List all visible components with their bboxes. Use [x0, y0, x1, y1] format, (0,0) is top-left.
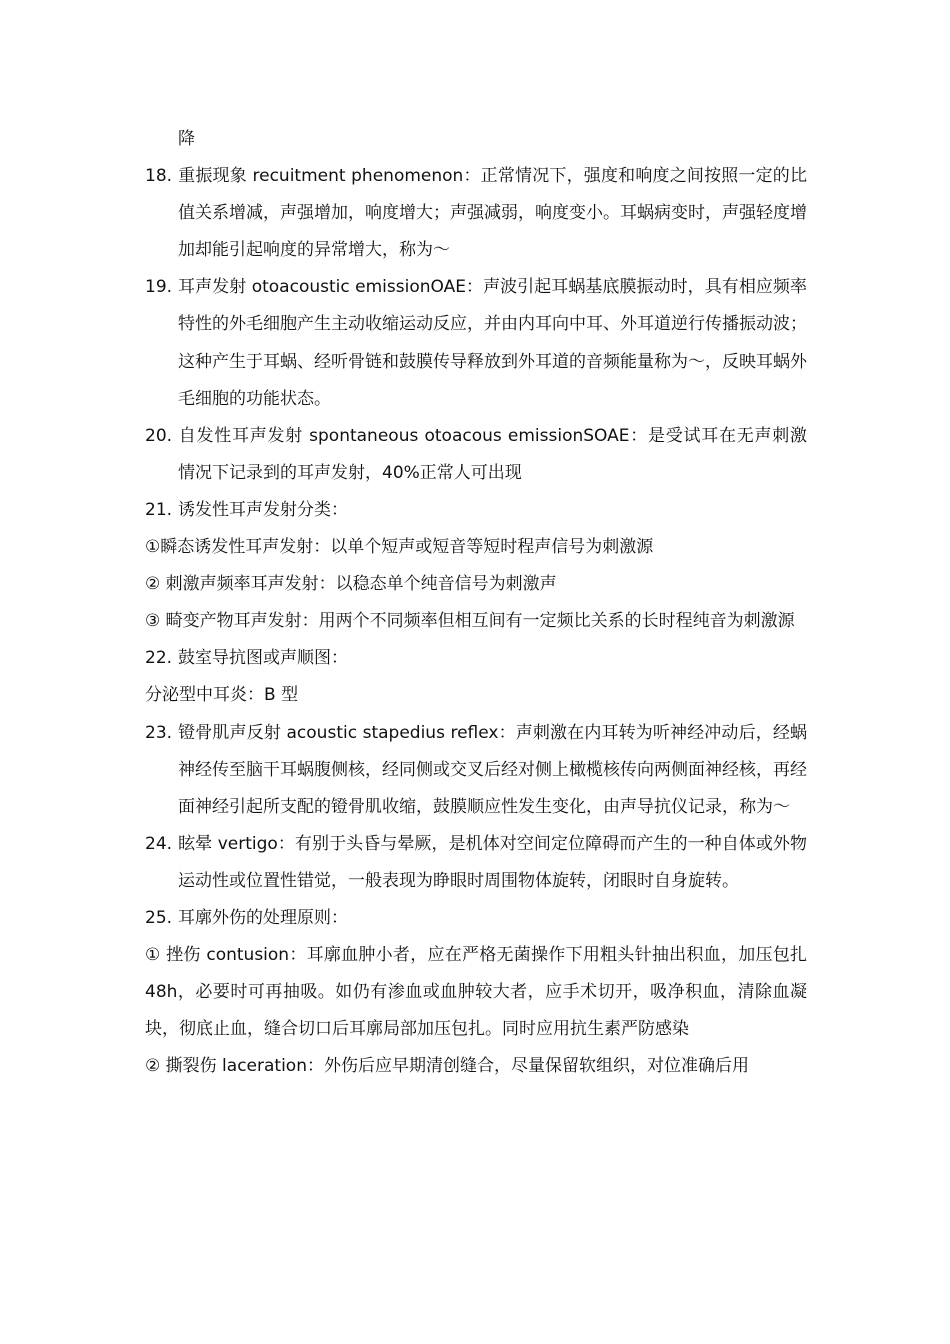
list-item-19 — [145, 269, 807, 417]
paragraph-text: 降 — [178, 129, 195, 149]
paragraph-text: 分泌型中耳炎：B 型 — [145, 685, 299, 706]
sub-item-2 — [145, 566, 807, 603]
sub-item-1 — [145, 937, 807, 1048]
list-number: 22. — [145, 648, 173, 669]
paragraph-text: 眩晕 vertigo：有别于头昏与晕厥，是机体对空间定位障碍而产生的一种自体或外物运动性或位置性错觉，一般表现为睁眼时周围物体旋转，闭眼时自身旋转。 — [178, 833, 807, 891]
list-item-22 — [145, 640, 807, 677]
paragraph-text: ② 撕裂伤 laceration：外伤后应早期清创缝合，尽量保留软组织，对位准确后用 — [145, 1056, 749, 1077]
paragraph-text: 耳声发射 otoacoustic emissionOAE：声波引起耳蜗基底膜振动时，具有相应频率特性的外毛细胞产生主动收缩运动反应，并由内耳向中耳、外耳道逆行传播振动波；这种产生于耳蜗、经听骨链和鼓膜传导释放到外耳道的音频能量称为～，反映耳蜗外毛细胞的功能状态。 — [178, 277, 807, 409]
document-body — [145, 121, 807, 1085]
paragraph-text: ③ 畸变产物耳声发射：用两个不同频率但相互间有一定频比关系的长时程纯音为刺激源 — [145, 611, 795, 632]
list-number: 24. — [145, 833, 173, 854]
list-item-21 — [145, 492, 807, 529]
list-number: 20. — [145, 425, 173, 446]
list-number: 25. — [145, 907, 173, 928]
list-number: 19. — [145, 277, 173, 298]
paragraph-text: 耳廓外伤的处理原则： — [178, 907, 348, 928]
list-number: 18. — [145, 166, 173, 187]
paragraph-text: ①瞬态诱发性耳声发射：以单个短声或短音等短时程声信号为刺激源 — [145, 537, 654, 558]
sub-item-3 — [145, 603, 807, 640]
list-item-18 — [145, 158, 807, 269]
plain-paragraph — [145, 677, 807, 714]
sub-item-1 — [145, 529, 807, 566]
list-item-25 — [145, 900, 807, 937]
paragraph-text: ② 刺激声频率耳声发射：以稳态单个纯音信号为刺激声 — [145, 574, 557, 595]
list-item-20 — [145, 418, 807, 492]
paragraph-text: 镫骨肌声反射 acoustic stapedius reflex：声刺激在内耳转为听神经冲动后，经蜗神经传至脑干耳蜗腹侧核，经同侧或交叉后经对侧上橄榄核传向两侧面神经核，再经面神经引起所支配的镫骨肌收缩，鼓膜顺应性发生变化，由声导抗仪记录，称为～ — [178, 722, 807, 817]
list-number: 23. — [145, 722, 173, 743]
sub-item-2 — [145, 1048, 807, 1085]
paragraph-text: ① 挫伤 contusion：耳廓血肿小者，应在严格无菌操作下用粗头针抽出积血，加压包扎 48h，必要时可再抽吸。如仍有渗血或血肿较大者，应手术切开，吸净积血，清除血凝块，彻底止血，缝合切口后耳廓局部加压包扎。同时应用抗生素严防感染 — [145, 945, 807, 1040]
list-item-24 — [145, 826, 807, 900]
continuation-line — [145, 121, 807, 158]
paragraph-text: 诱发性耳声发射分类： — [178, 499, 348, 520]
list-item-23 — [145, 715, 807, 826]
list-number: 21. — [145, 499, 173, 520]
paragraph-text: 重振现象 recuitment phenomenon：正常情况下，强度和响度之间按照一定的比值关系增减，声强增加，响度增大；声强减弱，响度变小。耳蜗病变时，声强轻度增加却能引起响度的异常增大，称为～ — [178, 166, 807, 261]
paragraph-text: 自发性耳声发射 spontaneous otoacous emissionSOAE：是受试耳在无声刺激情况下记录到的耳声发射，40%正常人可出现 — [178, 425, 807, 483]
paragraph-text: 鼓室导抗图或声顺图： — [178, 648, 348, 669]
